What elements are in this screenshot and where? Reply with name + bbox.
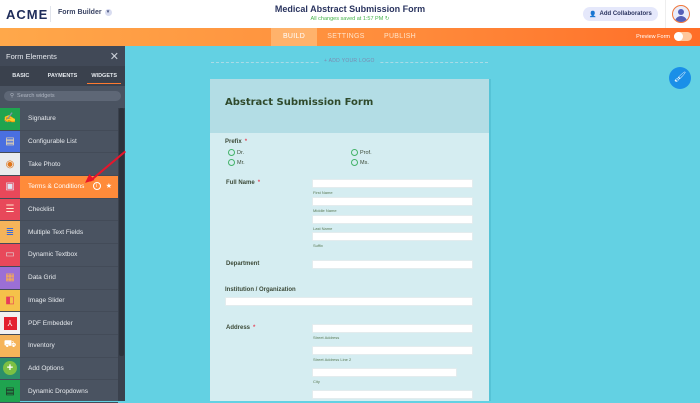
widget-label: Take Photo [28, 160, 61, 168]
tab-settings[interactable]: SETTINGS [327, 33, 365, 40]
form-header[interactable] [210, 79, 489, 133]
widget-actions [93, 182, 112, 190]
widget-label: Data Grid [28, 274, 56, 282]
nav-bar [0, 28, 700, 46]
widget-multiple-text-fields[interactable] [0, 221, 118, 244]
first-name-input[interactable] [312, 179, 473, 188]
street-address-2-sublabel: Street Address Line 2 [313, 357, 352, 362]
radio-ms[interactable]: Ms. [351, 159, 369, 166]
institution-input[interactable] [225, 297, 473, 306]
avatar-head [678, 9, 684, 15]
search-placeholder: Search widgets [17, 93, 55, 99]
first-name-sublabel: First Name [313, 190, 333, 195]
plus-icon: + [0, 358, 20, 380]
widget-data-grid[interactable] [0, 267, 118, 290]
grid-icon: ▦ [0, 267, 20, 289]
form-heading[interactable]: Abstract Submission Form [225, 97, 374, 108]
search-icon: ⚲ [10, 93, 15, 99]
form-card-shadow [489, 79, 491, 401]
widget-inventory[interactable] [0, 335, 118, 358]
top-bar [0, 0, 700, 28]
widget-label: Inventory [28, 342, 55, 350]
add-logo-button[interactable]: + ADD YOUR LOGO [320, 58, 379, 64]
radio-prof[interactable]: Prof. [351, 149, 372, 156]
cart-icon: ⛟ [0, 335, 20, 357]
text-fields-icon: ≣ [0, 221, 20, 243]
paint-roller-icon: 🖌 [673, 72, 687, 83]
street-address-sublabel: Street Address [313, 335, 340, 340]
widget-label: Signature [28, 115, 56, 123]
widget-signature[interactable] [0, 108, 118, 131]
state-input[interactable] [312, 390, 473, 399]
acme-logo[interactable]: ACME [6, 7, 49, 22]
middle-name-sublabel: Middle Name [313, 208, 337, 213]
widget-label: Dynamic Dropdowns [28, 387, 88, 395]
widget-terms-conditions[interactable] [0, 176, 118, 199]
app-name: Form Builder [58, 9, 102, 16]
form-title[interactable]: Medical Abstract Submission Form [274, 4, 426, 14]
title-block [250, 4, 450, 22]
info-icon[interactable]: i [93, 182, 101, 190]
widget-image-slider[interactable] [0, 290, 118, 313]
full-name-label: Full Name * [226, 180, 261, 186]
search-widgets-input[interactable] [4, 91, 121, 101]
image-slider-icon: ◧ [0, 290, 20, 312]
institution-label: Institution / Organization [225, 287, 296, 293]
panel-title: Form Elements [6, 51, 57, 61]
widget-label: Add Options [28, 364, 64, 372]
street-address-input[interactable] [312, 324, 473, 333]
divider [50, 6, 51, 22]
widget-label: Multiple Text Fields [28, 228, 84, 236]
form-designer-button[interactable] [669, 67, 691, 89]
list-icon: ▤ [0, 131, 20, 153]
tab-basic[interactable]: BASIC [12, 73, 30, 79]
add-collaborators-label: Add Collaborators [599, 11, 652, 17]
widget-dynamic-textbox[interactable] [0, 244, 118, 267]
widget-checklist[interactable] [0, 199, 118, 222]
tab-build[interactable]: BUILD [271, 28, 317, 46]
department-input[interactable] [312, 260, 473, 269]
form-card [210, 79, 489, 401]
last-name-input[interactable] [312, 215, 473, 224]
chevron-down-icon: ▾ [105, 9, 112, 16]
radio-mr[interactable]: Mr. [228, 159, 245, 166]
street-address-2-input[interactable] [312, 346, 473, 355]
suffix-input[interactable] [312, 232, 473, 241]
widget-configurable-list[interactable] [0, 131, 118, 154]
widget-label: Dynamic Textbox [28, 251, 78, 259]
camera-icon: ◉ [0, 153, 20, 175]
tab-publish[interactable]: PUBLISH [383, 33, 417, 40]
pdf-icon: ⅄ [0, 312, 20, 334]
widget-label: Image Slider [28, 296, 65, 304]
widget-label: Configurable List [28, 138, 77, 146]
panel-tabs [0, 66, 125, 86]
clipboard-icon: ☰ [0, 199, 20, 221]
city-input[interactable] [312, 368, 457, 377]
user-icon: 👤 [589, 11, 597, 18]
signature-icon: ✍ [0, 108, 20, 130]
document-icon: ▣ [0, 176, 20, 198]
widget-pdf-embedder[interactable] [0, 312, 118, 335]
widget-dynamic-dropdowns[interactable] [0, 380, 118, 403]
widget-label: PDF Embedder [28, 319, 73, 327]
widget-add-options[interactable] [0, 358, 118, 381]
save-status [250, 16, 450, 22]
middle-name-input[interactable] [312, 197, 473, 206]
prefix-label: Prefix * [225, 139, 248, 145]
form-elements-panel [0, 46, 125, 401]
tab-payments[interactable]: PAYMENTS [47, 73, 78, 79]
city-sublabel: City [313, 379, 320, 384]
suffix-sublabel: Suffix [313, 243, 323, 248]
scrollbar-thumb[interactable] [119, 108, 124, 356]
panel-header [0, 46, 125, 66]
divider [665, 0, 666, 28]
close-icon[interactable]: ✕ [109, 50, 119, 63]
preview-toggle[interactable] [674, 32, 692, 41]
avatar-body [675, 16, 687, 23]
add-collaborators-button[interactable] [583, 7, 658, 21]
department-label: Department [226, 261, 260, 267]
avatar[interactable] [672, 5, 690, 23]
last-name-sublabel: Last Name [313, 226, 333, 231]
widget-list [0, 108, 118, 403]
preview-label: Preview Form [636, 33, 670, 40]
tab-widgets[interactable]: WIDGETS [83, 66, 125, 86]
save-status-text: All changes saved at 1:57 PM [310, 16, 384, 22]
textbox-icon: ▭ [0, 244, 20, 266]
widget-label: Terms & Conditions [28, 183, 85, 191]
app-switcher[interactable] [58, 9, 112, 16]
widget-label: Checklist [28, 206, 55, 214]
dropdown-icon: ▤ [0, 380, 20, 402]
radio-dr[interactable]: Dr. [228, 149, 244, 156]
refresh-icon: ↻ [384, 16, 390, 22]
address-label: Address * [226, 325, 256, 331]
star-icon[interactable]: ★ [105, 183, 112, 191]
preview-form[interactable] [636, 32, 692, 41]
